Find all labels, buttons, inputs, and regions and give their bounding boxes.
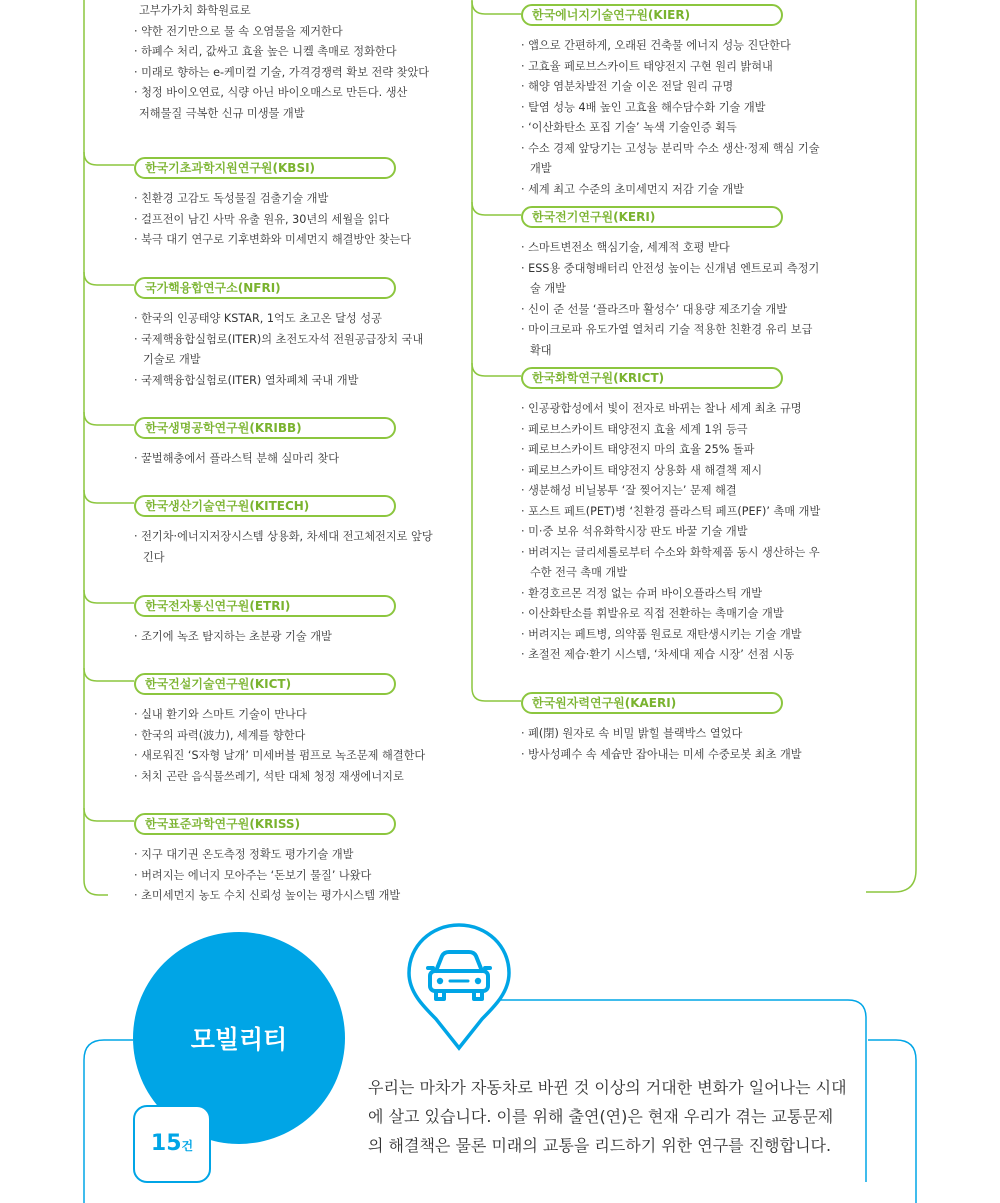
achievement-list [521, 238, 821, 361]
achievement-item: · 환경호르몬 걱정 없는 슈퍼 바이오플라스틱 개발 [521, 584, 821, 605]
achievement-item: · 세계 최고 수준의 초미세먼지 저감 기술 개발 [521, 180, 821, 201]
institute-name-label: 한국화학연구원(KRICT) [521, 367, 783, 389]
achievement-item: · 국제핵융합실험로(ITER) 열차폐체 국내 개발 [134, 371, 434, 392]
achievement-list [134, 627, 434, 648]
achievement-item: · 방사성폐수 속 세슘만 잡아내는 미세 수중로봇 최초 개발 [521, 745, 821, 766]
mobility-frame-right [868, 1040, 916, 1203]
achievement-item: · 미·중 보유 석유화학시장 판도 바꿀 기술 개발 [521, 522, 821, 543]
achievement-list [521, 36, 821, 200]
achievement-item: · 친환경 고감도 독성물질 검출기술 개발 [134, 189, 434, 210]
achievement-item: · 약한 전기만으로 물 속 오염물을 제거한다 [134, 22, 454, 43]
institute-name-label: 한국생명공학연구원(KRIBB) [134, 417, 396, 439]
achievement-list [134, 705, 434, 787]
achievement-item: · 스마트변전소 핵심기술, 세계적 호평 받다 [521, 238, 821, 259]
achievement-item: · 인공광합성에서 빛이 전자로 바뀌는 찰나 세계 최초 규명 [521, 399, 821, 420]
achievement-item: · 수소 경제 앞당기는 고성능 분리막 수소 생산·정제 핵심 기술 개발 [521, 139, 821, 180]
left-trunk-line [84, 0, 108, 895]
previous-institute-tail-list [134, 1, 454, 124]
achievement-item: · ‘이산화탄소 포집 기술’ 녹색 기술인증 획득 [521, 118, 821, 139]
achievement-item: · 걸프전이 남긴 사막 유출 원유, 30년의 세월을 읽다 [134, 210, 434, 231]
institute-name-label: 한국기초과학지원연구원(KBSI) [134, 157, 396, 179]
achievement-item: 저해물질 극복한 신규 미생물 개발 [139, 106, 305, 120]
achievement-list [521, 399, 821, 666]
achievement-item: · 이산화탄소를 휘발유로 직접 전환하는 촉매기술 개발 [521, 604, 821, 625]
achievement-item: · 폐(閉) 원자로 속 비밀 밝힐 블랙박스 열었다 [521, 724, 821, 745]
mobility-count-box [133, 1105, 211, 1183]
achievement-item: · 지구 대기권 온도측정 정확도 평가기술 개발 [134, 845, 434, 866]
achievement-list [134, 189, 434, 251]
achievement-item: · 버려지는 에너지 모아주는 ‘돈보기 물질’ 나왔다 [134, 866, 434, 887]
achievement-item: · 실내 환기와 스마트 기술이 만나다 [134, 705, 434, 726]
achievement-item: · 북극 대기 연구로 기후변화와 미세먼지 해결방안 찾는다 [134, 230, 434, 251]
achievement-item: · 전기차·에너지저장시스템 상용화, 차세대 전고체전지로 앞당긴다 [134, 527, 434, 568]
achievement-list [134, 527, 434, 568]
achievement-item: · 마이크로파 유도가열 열처리 기술 적용한 친환경 유리 보급 확대 [521, 320, 821, 361]
mobility-description: 우리는 마차가 자동차로 바뀐 것 이상의 거대한 변화가 일어나는 시대에 살고 있습니다. 이를 위해 출연(연)은 현재 우리가 겪는 교통문제의 해결책은 물론 미래의 교통을 리드하기 위한 연구를 진행합니다. [368, 1078, 847, 1155]
achievement-item: · 해양 염분차발전 기술 이온 전달 원리 규명 [521, 77, 821, 98]
institute-name-label: 한국건설기술연구원(KICT) [134, 673, 396, 695]
achievement-item: · 한국의 파력(波力), 세계를 향한다 [134, 726, 434, 747]
achievement-item: · 탈염 성능 4배 높인 고효율 해수담수화 기술 개발 [521, 98, 821, 119]
achievement-item: · 버려지는 페트병, 의약품 원료로 재탄생시키는 기술 개발 [521, 625, 821, 646]
achievement-item: · 페로브스카이트 태양전지 마의 효율 25% 돌파 [521, 440, 821, 461]
institute-name-label: 한국에너지기술연구원(KIER) [521, 4, 783, 26]
achievement-item: · 페로브스카이트 태양전지 효율 세계 1위 등극 [521, 420, 821, 441]
institute-name-label: 한국생산기술연구원(KITECH) [134, 495, 396, 517]
achievement-item: · 버려지는 글리세롤로부터 수소와 화학제품 동시 생산하는 우수한 전극 촉매 개발 [521, 543, 821, 584]
institute-name-label: 한국전기연구원(KERI) [521, 206, 783, 228]
mobility-title: 모빌리티 [190, 1025, 288, 1054]
achievement-list [134, 309, 434, 391]
car-location-pin-icon [406, 922, 512, 1052]
mobility-count: 15 [150, 1131, 182, 1156]
achievement-item: · 고효율 페로브스카이트 태양전지 구현 원리 밝혀내 [521, 57, 821, 78]
achievement-item: · 조기에 녹조 탐지하는 초분광 기술 개발 [134, 627, 434, 648]
achievement-item: · 초미세먼지 농도 수치 신뢰성 높이는 평가시스템 개발 [134, 886, 434, 907]
achievement-list [521, 724, 821, 765]
achievement-item: · 처치 곤란 음식물쓰레기, 석탄 대체 청정 재생에너지로 [134, 767, 434, 788]
achievement-item: · 하폐수 처리, 값싸고 효율 높은 니켈 촉매로 정화한다 [134, 42, 454, 63]
achievement-item: · 한국의 인공태양 KSTAR, 1억도 초고온 달성 성공 [134, 309, 434, 330]
institute-name-label: 한국표준과학연구원(KRISS) [134, 813, 396, 835]
achievement-item: · 신이 준 선물 ‘플라즈마 활성수’ 대용량 제조기술 개발 [521, 300, 821, 321]
achievement-item: · 새로워진 ‘S자형 날개’ 미세버블 펌프로 녹조문제 해결한다 [134, 746, 434, 767]
achievement-item: · 생분해성 비닐봉투 ‘잘 찢어지는’ 문제 해결 [521, 481, 821, 502]
achievement-list [134, 449, 434, 470]
achievement-item: · 포스트 페트(PET)병 ‘친환경 플라스틱 페프(PEF)’ 촉매 개발 [521, 502, 821, 523]
achievement-item: · 미래로 향하는 e-케미컬 기술, 가격경쟁력 확보 전략 찾았다 [134, 63, 454, 84]
achievement-item: · 꿀벌해충에서 플라스틱 분해 실마리 찾다 [134, 449, 434, 470]
achievement-item: · ESS용 중대형배터리 안전성 높이는 신개념 엔트로피 측정기술 개발 [521, 259, 821, 300]
achievement-item: 고부가가치 화학원료로 [139, 4, 251, 17]
achievement-item: · 앱으로 간편하게, 오래된 건축물 에너지 성능 진단한다 [521, 36, 821, 57]
institute-name-label: 한국원자력연구원(KAERI) [521, 692, 783, 714]
achievement-item: · 페로브스카이트 태양전지 상용화 새 해결책 제시 [521, 461, 821, 482]
achievement-item: · 초절전 제습·환기 시스템, ‘차세대 제습 시장’ 선점 시동 [521, 645, 821, 666]
achievement-list [134, 845, 434, 907]
institute-name-label: 한국전자통신연구원(ETRI) [134, 595, 396, 617]
institute-name-label: 국가핵융합연구소(NFRI) [134, 277, 396, 299]
mobility-count-unit: 건 [181, 1139, 194, 1153]
right-border-line [866, 0, 916, 892]
achievement-item: · 국제핵융합실험로(ITER)의 초전도자석 전원공급장치 국내 기술로 개발 [134, 330, 434, 371]
achievement-item: · 청정 바이오연료, 식량 아닌 바이오매스로 만든다. 생산 [134, 83, 454, 104]
mobility-frame-left [84, 1040, 133, 1203]
